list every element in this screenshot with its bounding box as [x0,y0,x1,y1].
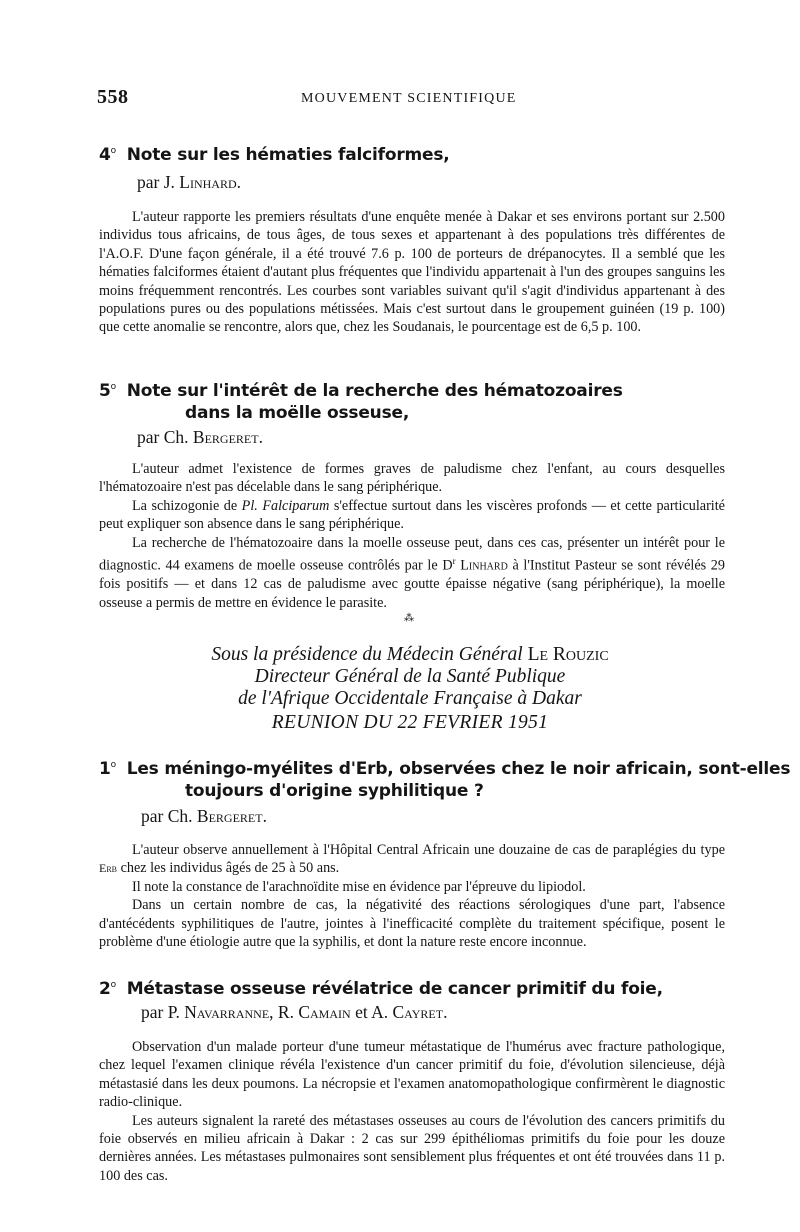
section-1-paragraph-2: Il note la constance de l'arachnoïdite mise en évidence par l'épreuve du lipiodol. [132,878,586,895]
section-5-paragraph-1: L'auteur admet l'existence de formes graves de paludisme chez l'enfant, au cours desquelles l'hématozoaire n'est pas décelable dans le sang périphérique. [99,461,725,496]
section-5-paragraph-2: La schizogonie de Pl. Falciparum s'effectue surtout dans les viscères profonds — et cette particularité peut expliquer son absence dans le sang périphérique. [99,497,725,533]
section-5-author: par Ch. Bergeret. [137,427,263,447]
meeting-line-3: de l'Afrique Occidentale Française à Dakar [238,688,582,709]
asterism-separator: ⁂ [404,613,414,624]
section-1-number: 1 [99,759,111,779]
section-2-number: 2 [99,979,111,999]
section-5 [99,376,725,612]
section-5-paragraph-3: La recherche de l'hématozoaire dans la moelle osseuse peut, dans ces cas, présenter un intérêt pour le diagnostic. 44 examens de moelle osseuse contrôlés par le $D^r$ Linhard à l'Institut Pasteur se sont révélés 29 fois positifs — et dans 12 cas de paludisme avec goutte épaisse négative (sang périphérique), la moelle osseuse a permis de mettre en évidence le parasite. [99,534,725,611]
section-1-paragraph-1: L'auteur observe annuellement à l'Hôpital Central Africain une douzaine de cas de paraplégies du type Erb chez les individus âgés de 25 à 50 ans. [99,842,725,877]
section-5-title-line-2: dans la moëlle osseuse, [185,403,410,423]
section-1 [99,754,791,951]
meeting-presidency [150,644,670,710]
section-4-title: 4$^o$ Note sur les hématies falciformes, [99,145,450,165]
section-4-author: par J. Linhard. [137,172,242,192]
section-2-paragraph-2: Les auteurs signalent la rareté des métastases osseuses au cours de l'évolution des cancers primitifs du foie observés en milieu africain à Dakar : 2 cas sur 299 épithéliomas primitifs du foie pour les douze dernières années. Les métastases pulmonaires sont sensiblement plus fréquentes et ont été trouvées dans 11 p. 100 des cas. [99,1112,725,1184]
section-1-author: par Ch. Bergeret. [141,806,267,826]
section-1-title-line-2: toujours d'origine syphilitique ? [185,781,484,801]
section-2-title: 2$^o$ Métastase osseuse révélatrice de cancer primitif du foie, [99,979,663,999]
running-head: MOUVEMENT SCIENTIFIQUE [301,91,517,106]
section-2 [99,974,725,1185]
meeting-date: REUNION DU 22 FEVRIER 1951 [271,712,549,733]
section-2-authors: par P. Navarranne, R. Camain et A. Cayret. [141,1002,448,1022]
section-5-number: 5 [99,381,111,401]
meeting-line-1: Sous la présidence du Médecin Général Le Rouzic [211,644,609,665]
section-5-title: 5$^o$ Note sur l'intérêt de la recherche des hématozoaires [99,381,623,401]
section-4-number: 4 [99,145,111,165]
section-1-paragraph-3: Dans un certain nombre de cas, la négativité des réactions sérologiques d'une part, l'absence d'antécédents syphilitiques de l'autre, jointes à l'inefficacité complète du traitement spécifique, posent le problème d'une étiologie autre que la syphilis, et dont la nature reste encore inconnue. [99,897,725,951]
section-2-paragraph-1: Observation d'un malade porteur d'une tumeur métastatique de l'humérus avec fracture pathologique, chez lequel l'examen clinique révéla l'existence d'un cancer primitif du foie, d'évolution silencieuse, déjà métastasié dans les deux poumons. La nécropsie et l'examen anatomopathologique confirmèrent le diagnostic radio-clinique. [99,1039,725,1111]
section-4-paragraph: L'auteur rapporte les premiers résultats d'une enquête menée à Dakar et ses environs portant sur 2.500 individus tous africains, de tous âges, de tous sexes et appartenant à des populations très différentes de l'A.O.F. D'une façon générale, il a été trouvé 7.6 p. 100 de porteurs de drépanocytes. Il a semblé que les hématies falciformes étaient d'autant plus fréquentes que l'individu appartenait à l'un des groupes sanguins les moins fréquemment rencontrés. Les courbes sont variables suivant qu'il s'agit d'individus appartenant à des populations pures ou des populations métissées. Mais c'est surtout dans le groupement guinéen (19 p. 100) que cette anomalie se rencontre, alors que, chez les Soudanais, le pourcentage est de 6,5 p. 100. [99,209,725,336]
section-4 [99,140,725,337]
page-header [97,86,703,110]
page-number: 558 [97,86,129,108]
meeting-line-2: Directeur Général de la Santé Publique [254,666,566,687]
section-1-title: 1$^o$ Les méningo-myélites d'Erb, observées chez le noir africain, sont-elles [99,759,791,779]
